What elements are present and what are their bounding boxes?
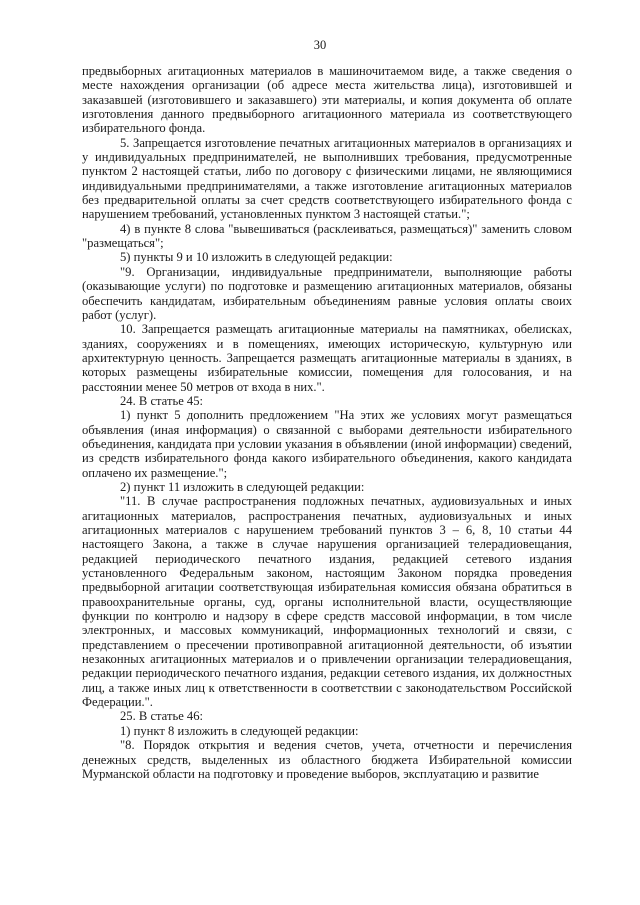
paragraph: 25. В статье 46: xyxy=(120,709,204,724)
paragraph: 1) пункт 8 изложить в следующей редакции: xyxy=(120,723,359,738)
paragraph: 10. Запрещается размещать агитационные материалы на памятниках, обелисках, зданиях, сооружениях и в помещениях, имеющих историческую, культурную или архитектурную ценность. Запрещается размещать агитационные материалы в зданиях, в которых размещены избирательные комиссии, помещения для голосования, и на расстоянии менее 50 метров от входа в них.". xyxy=(82,322,572,394)
paragraph: "9. Организации, индивидуальные предприниматели, выполняющие работы (оказывающие услуги) по подготовке и размещению агитационных материалов, обязаны обеспечить кандидатам, избирательным объединениям равные условия оплаты своих работ (услуг). xyxy=(82,264,572,322)
paragraph: 5. Запрещается изготовление печатных агитационных материалов в организациях и у индивидуальных предпринимателей, не выполнивших требования, предусмотренные пунктом 2 настоящей статьи, либо по договору с физическими лицами, не являющимися индивидуальными предпринимателями, а также изготовление агитационных материалов без предварительной оплаты за счет средств соответствующего избирательного фонда с нарушением требований, установленных пунктом 3 настоящей статьи."; xyxy=(82,135,572,222)
paragraph: "8. Порядок открытия и ведения счетов, учета, отчетности и перечисления денежных средств, выделенных из областного бюджета Избирательной комиссии Мурманской области на подготовку и проведение выборов, эксплуатацию и развитие xyxy=(82,738,572,781)
paragraph: 1) пункт 5 дополнить предложением "На этих же условиях могут размещаться объявления (иная информация) о связанной с выборами деятельности избирательного объединения, кандидата при условии указания в объявлении (иной информации) сведений, из средств избирательного фонда какого избирательного объединения, какого кандидата оплачено их размещение."; xyxy=(82,408,572,480)
paragraph: 24. В статье 45: xyxy=(120,393,204,408)
paragraph: 2) пункт 11 изложить в следующей редакции: xyxy=(120,479,365,494)
page-number: 30 xyxy=(313,38,327,52)
paragraph: 5) пункты 9 и 10 изложить в следующей редакции: xyxy=(120,250,393,265)
paragraph: предвыборных агитационных материалов в машиночитаемом виде, а также сведения о месте нахождения организации (об адресе места жительства лица), изготовившей и заказавшей (изготовившего и заказавшего) эти материалы, и копия документа об оплате изготовления данного предвыборного агитационного материала из соответствующего избирательного фонда. xyxy=(82,64,572,136)
paragraph: "11. В случае распространения подложных печатных, аудиовизуальных и иных агитационных материалов, распространения печатных, аудиовизуальных и иных агитационных материалов с нарушением требований пунктов 3 – 6, 8, 10 статьи 44 настоящего Закона, а также в случае нарушения организацией телерадиовещания, редакцией периодического печатного издания, редакцией сетевого издания установленного Федеральным законом, настоящим Законом порядка проведения предвыборной агитации соответствующая избирательная комиссия обязана обратиться в правоохранительные органы, суд, органы исполнительной власти, осуществляющие функции по контролю и надзору в сфере средств массовой информации, в том числе электронных, и массовых коммуникаций, информационных технологий и связи, с представлением о пресечении противоправной агитационной деятельности, об изъятии незаконных агитационных материалов и о привлечении организации телерадиовещания, редакции периодического печатного издания, редакции сетевого издания, их должностных лиц, а также иных лиц к ответственности в соответствии с законодательством Российской Федерации.". xyxy=(82,494,572,710)
body-text xyxy=(82,64,572,781)
paragraph: 4) в пункте 8 слова "вывешиваться (расклеиваться, размещаться)" заменить словом "размещаться"; xyxy=(82,221,572,251)
